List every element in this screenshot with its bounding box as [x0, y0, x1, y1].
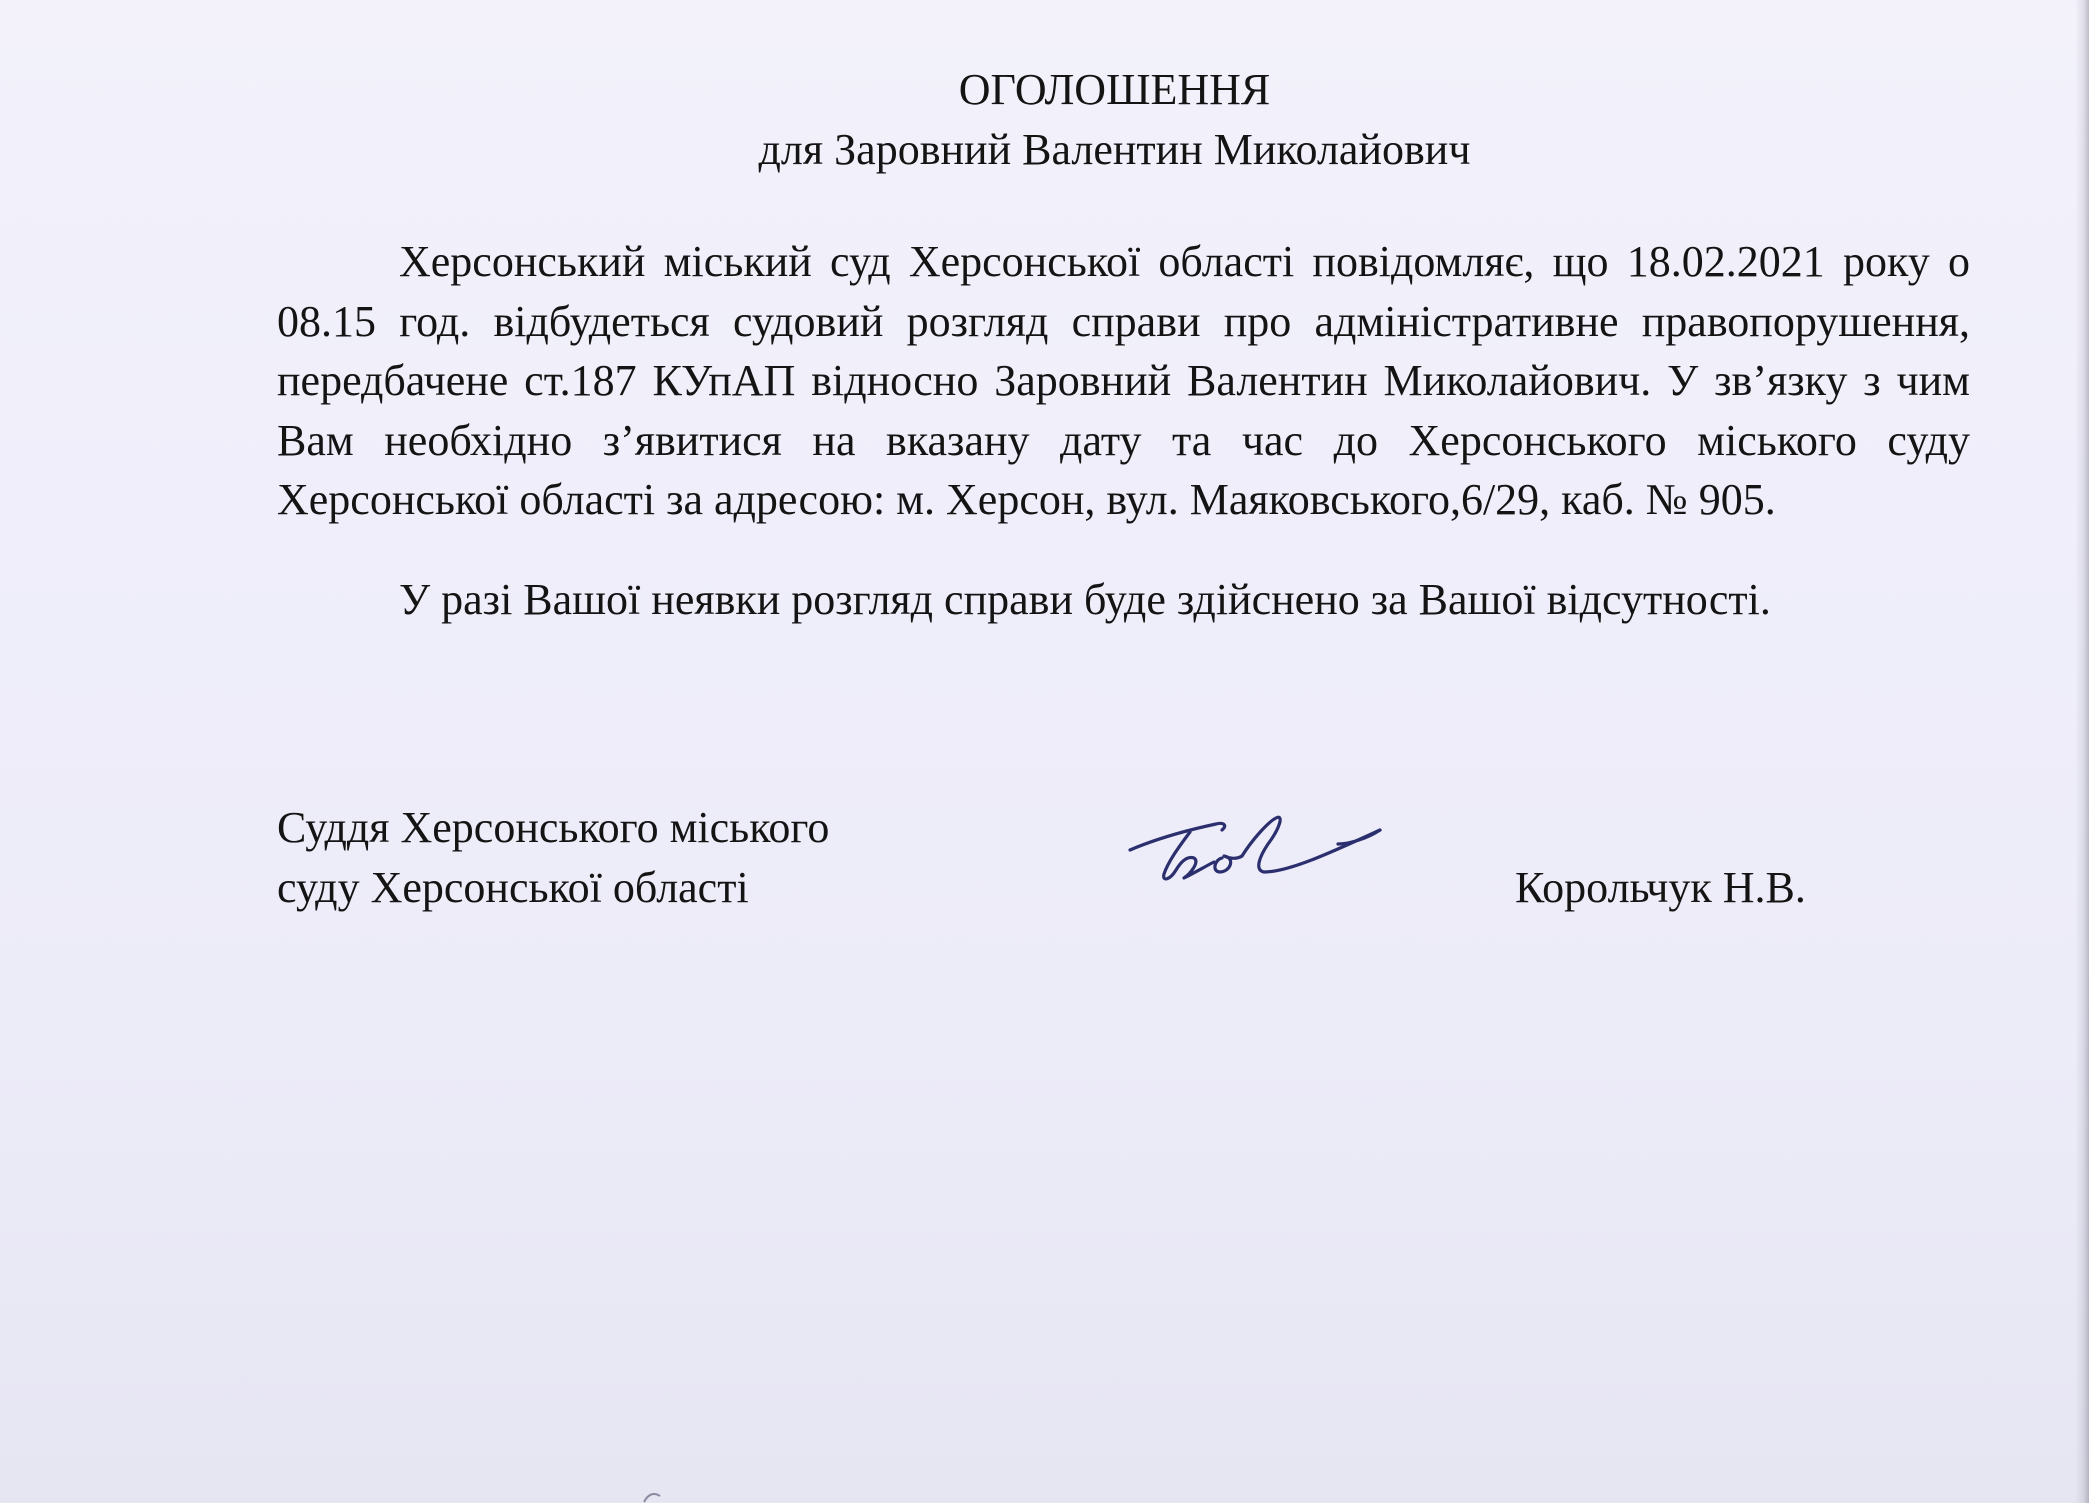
notice-paragraph-absence: У разі Вашої неявки розгляд справи буде здійснено за Вашої відсутності. [399, 575, 1771, 624]
handwritten-signature [1118, 800, 1398, 900]
document-title: ОГОЛОШЕННЯ [958, 65, 1271, 114]
paper-edge [2075, 0, 2089, 1503]
judge-position-line-2: суду Херсонської області [277, 863, 749, 912]
judge-name: Корольчук Н.В. [1515, 863, 1806, 912]
notice-paragraph-main: Херсонський міський суд Херсонської області повідомляє, що 18.02.2021 року о 08.15 год. відбудеться судовий розгляд справи про адміністративне правопорушення, передбачене ст.187 КУпАП відносно Заровний Валентин Миколайович. У зв’язку з чим Вам необхідно з’явитися на вказану дату та час до Херсонського міського суду Херсонської області за адресою: м. Херсон, вул. Маяковського,6/29, каб. № 905. [277, 237, 1970, 524]
document-addressee: для Заровний Валентин Миколайович [758, 125, 1471, 174]
judge-position-line-1: Суддя Херсонського міського [277, 803, 830, 852]
bottom-edge-mark [640, 1488, 670, 1503]
judge-position [277, 798, 829, 918]
notice-body [277, 232, 1970, 530]
